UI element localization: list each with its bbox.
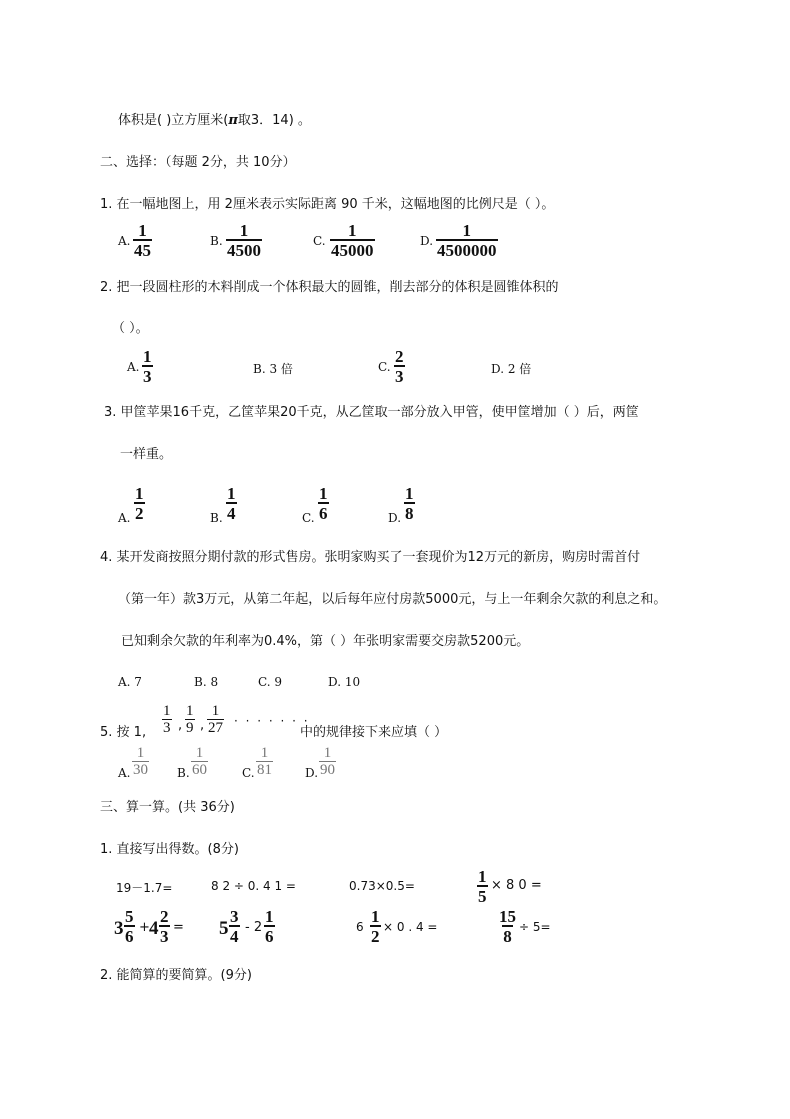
q1-option-b-fraction: $\frac{1}{4500}$: [227, 221, 261, 260]
q5-ellipsis: · · · · · · ·: [234, 714, 310, 728]
q5-option-b-label[interactable]: B.: [177, 766, 190, 780]
question-5-suffix: 中的规律接下来应填（ ）: [300, 725, 448, 740]
calc-expr-5-whole-1: 3: [114, 918, 124, 939]
calc-expr-7-rest: × 0 . 4 =: [383, 920, 438, 934]
calc-expr-5-eq: =: [173, 920, 184, 935]
q5-option-c-fraction: $\frac{1}{81}$: [257, 745, 272, 778]
section-title-calc: 三、算一算。(共 36分): [100, 800, 235, 815]
q5-option-c-label[interactable]: C.: [242, 766, 255, 780]
q3-option-c-label[interactable]: C.: [302, 511, 315, 525]
q2-option-c-label[interactable]: C.: [378, 360, 391, 374]
calc-expr-5-whole-2: 4: [149, 918, 159, 939]
q5-option-d-fraction: $\frac{1}{90}$: [320, 745, 335, 778]
calc-expr-4-rest: × 8 0 =: [491, 878, 542, 893]
calc-expr-6-frac-2: $\frac{1}{6}$: [265, 907, 274, 946]
calc-expr-4-fraction: $\frac{1}{5}$: [478, 867, 487, 906]
calc-2-title: 2. 能简算的要简算。(9分): [100, 968, 252, 983]
q5-sep-1: ,: [178, 718, 183, 733]
q4-option-a[interactable]: A. 7: [118, 675, 142, 689]
calc-expr-7-frac: $\frac{1}{2}$: [371, 907, 380, 946]
calc-expr-8-frac: $\frac{15}{8}$: [499, 907, 516, 946]
q1-option-d-label[interactable]: D.: [420, 234, 434, 248]
q4-option-d[interactable]: D. 10: [328, 675, 361, 689]
question-2-blank: （ ）。: [112, 321, 149, 336]
q1-option-c-fraction: $\frac{1}{45000}$: [331, 221, 374, 260]
q3-option-d-fraction: $\frac{1}{8}$: [405, 484, 414, 523]
question-4-line2: （第一年）款3万元，从第二年起，以后每年应付房款5000元，与上一年剩余欠款的利息之和。: [118, 592, 667, 607]
q1-option-c-label[interactable]: C.: [313, 234, 326, 248]
q5-seq-fraction-3: $\frac{1}{27}$: [208, 703, 223, 736]
q5-sep-2: ,: [200, 718, 205, 733]
q1-option-d-fraction: $\frac{1}{4500000}$: [437, 221, 497, 260]
q5-option-d-label[interactable]: D.: [305, 766, 319, 780]
q3-option-d-label[interactable]: D.: [388, 511, 402, 525]
q1-option-a-fraction: $\frac{1}{45}$: [134, 221, 151, 260]
calc-expr-6-frac-1: $\frac{3}{4}$: [230, 907, 239, 946]
q2-option-d[interactable]: D. 2 倍: [491, 362, 532, 376]
question-4-line3: 已知剩余欠款的年利率为0.4%，第（ ）年张明家需要交房款5200元。: [121, 634, 530, 649]
q5-option-a-fraction: $\frac{1}{30}$: [133, 745, 148, 778]
calc-expr-8-rest: ÷ 5=: [519, 920, 551, 934]
q2-option-a-label[interactable]: A.: [127, 360, 140, 374]
question-2: 2. 把一段圆柱形的木料削成一个体积最大的圆锥，削去部分的体积是圆锥体积的: [100, 280, 559, 295]
calc-expr-3: 0.73×0.5=: [349, 879, 415, 893]
calc-expr-6-mid: - 2: [245, 920, 263, 935]
calc-expr-5-frac-1: $\frac{5}{6}$: [125, 907, 134, 946]
question-4-line1: 4. 某开发商按照分期付款的形式售房。张明家购买了一套现价为12万元的新房，购房时需首付: [100, 550, 641, 565]
calc-1-title: 1. 直接写出得数。(8分): [100, 842, 239, 857]
q3-option-c-fraction: $\frac{1}{6}$: [319, 484, 328, 523]
question-3: 3. 甲筐苹果16千克，乙筐苹果20千克，从乙筐取一部分放入甲管，使甲筐增加（ ）后，两筐: [104, 405, 639, 420]
calc-expr-7-whole: 6: [356, 920, 364, 934]
q3-option-a-fraction: $\frac{1}{2}$: [135, 484, 144, 523]
calc-expr-1: 19－1.7=: [116, 881, 173, 895]
q5-option-a-label[interactable]: A.: [118, 766, 131, 780]
q1-option-b-label[interactable]: B.: [210, 234, 223, 248]
q2-option-a-fraction: $\frac{1}{3}$: [143, 347, 152, 386]
question-3-cont: 一样重。: [120, 447, 173, 462]
q2-option-b[interactable]: B. 3 倍: [253, 362, 293, 376]
section-title-choice: 二、选择：（每题 2分，共 10分）: [100, 155, 296, 170]
calc-expr-6-whole-1: 5: [219, 918, 229, 939]
q3-option-a-label[interactable]: A.: [118, 511, 131, 525]
question-1: 1. 在一幅地图上，用 2厘米表示实际距离 90 千米，这幅地图的比例尺是（ ）。: [100, 197, 555, 212]
q5-option-b-fraction: $\frac{1}{60}$: [192, 745, 207, 778]
q4-option-b[interactable]: B. 8: [194, 675, 219, 689]
q4-option-c[interactable]: C. 9: [258, 675, 283, 689]
calc-expr-5-plus: +: [139, 920, 150, 935]
calc-expr-5-frac-2: $\frac{2}{3}$: [160, 907, 169, 946]
text-line: 体积是( )立方厘米(π取3．14) 。: [118, 113, 311, 128]
q3-option-b-fraction: $\frac{1}{4}$: [227, 484, 236, 523]
question-5-prefix: 5. 按 1,: [100, 725, 147, 740]
q3-option-b-label[interactable]: B.: [210, 511, 223, 525]
pi-symbol: π: [228, 113, 238, 128]
q5-seq-fraction-2: $\frac{1}{9}$: [186, 703, 194, 736]
q2-option-c-fraction: $\frac{2}{3}$: [395, 347, 404, 386]
calc-expr-2: 8 2 ÷ 0. 4 1 =: [211, 879, 296, 893]
q5-seq-fraction-1: $\frac{1}{3}$: [163, 703, 171, 736]
q1-option-a-label[interactable]: A.: [118, 234, 131, 248]
